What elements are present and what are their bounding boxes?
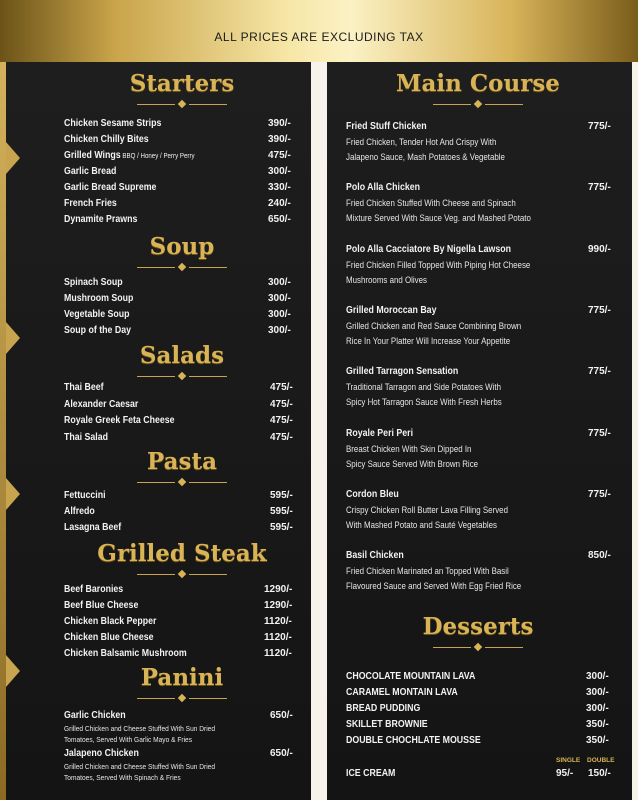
menu-item-name: BREAD PUDDING bbox=[346, 703, 421, 714]
menu-item-price: 595/- bbox=[270, 522, 293, 533]
ornament-divider bbox=[433, 100, 523, 110]
menu-item-price: 350/- bbox=[586, 719, 609, 730]
menu-item-name: Royale Peri Peri bbox=[346, 427, 414, 439]
menu-item-name: Fried Stuff Chicken bbox=[346, 121, 427, 132]
menu-item-name: Garlic Bread Supreme bbox=[64, 182, 157, 193]
menu-item-name: Fettuccini bbox=[64, 490, 106, 501]
menu-item-price: 475/- bbox=[270, 398, 293, 410]
menu-item-price: 330/- bbox=[268, 182, 291, 193]
tax-note: ALL PRICES ARE EXCLUDING TAX bbox=[214, 30, 424, 44]
menu-item-description: Flavoured Sauce and Served With Egg Fried Rice bbox=[346, 581, 522, 592]
section-heading: Desserts bbox=[422, 613, 534, 640]
menu-item-name: Royale Greek Feta Cheese bbox=[64, 415, 175, 426]
menu-item-name: Chicken Chilly Bites bbox=[64, 134, 149, 145]
menu-item-name: French Fries bbox=[64, 198, 117, 209]
menu-item-price: 300/- bbox=[268, 166, 291, 177]
menu-item-name: Chicken Sesame Strips bbox=[64, 118, 162, 129]
menu-item-price: 1290/- bbox=[264, 584, 293, 595]
menu-item-description: Mixture Served With Sauce Veg. and Mashed Potato bbox=[346, 213, 531, 224]
panel-divider bbox=[311, 62, 327, 800]
menu-item-price: 775/- bbox=[588, 427, 611, 439]
menu-item-description: Fried Chicken Marinated an Topped With Basil bbox=[346, 566, 509, 577]
menu-item-name: ICE CREAM bbox=[346, 768, 396, 779]
section-heading: Grilled Steak bbox=[97, 540, 267, 567]
menu-item-name: Spinach Soup bbox=[64, 277, 123, 288]
section-heading: Pasta bbox=[146, 448, 218, 475]
menu-item-description: Fried Chicken Stuffed With Cheese and Spinach bbox=[346, 198, 516, 209]
menu-item-price: 475/- bbox=[270, 382, 293, 393]
menu-item-price: 775/- bbox=[588, 488, 611, 500]
menu-item-name: Soup of the Day bbox=[64, 325, 131, 336]
chevron-decoration-icon bbox=[6, 655, 20, 687]
menu-item-price: 850/- bbox=[588, 550, 611, 562]
ornament-divider bbox=[137, 570, 227, 580]
menu-item-price: 595/- bbox=[270, 490, 293, 501]
menu-item-description: Breast Chicken With Skin Dipped In bbox=[346, 443, 472, 454]
menu-item-description: Spicy Hot Tarragon Sauce With Fresh Herbs bbox=[346, 397, 502, 408]
right-edge bbox=[632, 62, 638, 800]
menu-item-name: Garlic Chicken bbox=[64, 710, 126, 721]
section-heading: Salads bbox=[139, 342, 225, 369]
menu-item-description: Tomatoes, Served With Garlic Mayo & Fries bbox=[64, 735, 193, 744]
menu-item-name: Beef Blue Cheese bbox=[64, 600, 139, 611]
menu-item-description: Traditional Tarragon and Side Potatoes With bbox=[346, 382, 501, 393]
menu-item-name: Thai Salad bbox=[64, 431, 109, 443]
menu-item-name: Dynamite Prawns bbox=[64, 214, 138, 225]
menu-item-description: Rice In Your Platter Will Increase Your Appetite bbox=[346, 335, 511, 346]
menu-item-name: Chicken Black Pepper bbox=[64, 616, 157, 627]
menu-item-description: Grilled Chicken and Red Sauce Combining Brown bbox=[346, 320, 522, 331]
menu-item-price: 300/- bbox=[268, 277, 291, 288]
menu-item-options: BBQ / Honey / Perry Perry bbox=[120, 153, 195, 160]
menu-item-price: 595/- bbox=[270, 506, 293, 517]
ornament-divider bbox=[137, 372, 227, 382]
chevron-decoration-icon bbox=[6, 142, 20, 174]
menu-item-name: Basil Chicken bbox=[346, 550, 404, 562]
menu-item-name: Jalapeno Chicken bbox=[64, 748, 139, 759]
menu-item-name: Thai Beef bbox=[64, 382, 104, 393]
menu-item-description: Fried Chicken Filled Topped With Piping Hot Cheese bbox=[346, 259, 531, 270]
menu-item-price: 475/- bbox=[270, 431, 293, 443]
menu-item-price: 475/- bbox=[270, 415, 293, 426]
menu-item-price: 1120/- bbox=[264, 616, 292, 627]
menu-item-name: Mushroom Soup bbox=[64, 293, 134, 304]
menu-item-price: 475/- bbox=[268, 150, 291, 161]
menu-item-name: Grilled Wings BBQ / Honey / Perry Perry bbox=[64, 150, 195, 161]
ornament-divider bbox=[137, 478, 227, 488]
menu-item-description: Fried Chicken, Tender Hot And Crispy With bbox=[346, 137, 497, 147]
section-heading: Soup bbox=[149, 233, 215, 260]
menu-item-name: Alfredo bbox=[64, 506, 95, 517]
menu-item-price: 390/- bbox=[268, 134, 291, 145]
double-label: DOUBLE bbox=[587, 757, 615, 764]
menu-item-name: Lasagna Beef bbox=[64, 522, 122, 533]
menu-item-price: 95/- bbox=[556, 768, 574, 779]
menu-item-description: Grilled Chicken and Cheese Stuffed With Sun Dried bbox=[64, 724, 216, 733]
menu-item-name: CARAMEL MONTAIN LAVA bbox=[346, 687, 458, 698]
menu-item-name: Polo Alla Chicken bbox=[346, 182, 421, 194]
section-heading: Starters bbox=[129, 70, 235, 97]
menu-item-description: Grilled Chicken and Cheese Stuffed With Sun Dried bbox=[64, 762, 216, 771]
menu-item-price: 150/- bbox=[588, 768, 611, 779]
section-heading: Main Course bbox=[396, 70, 560, 97]
menu-item-price: 990/- bbox=[588, 243, 611, 255]
section-heading: Panini bbox=[140, 664, 224, 691]
menu-item-price: 300/- bbox=[586, 687, 609, 698]
menu-item-name: Alexander Caesar bbox=[64, 398, 139, 410]
menu-item-price: 300/- bbox=[268, 309, 291, 320]
menu-item-name: DOUBLE CHOCHLATE MOUSSE bbox=[346, 735, 481, 746]
menu-item-name: Polo Alla Cacciatore By Nigella Lawson bbox=[346, 243, 511, 255]
menu-item-name: Garlic Bread bbox=[64, 166, 117, 177]
menu-item-price: 350/- bbox=[586, 735, 609, 746]
menu-item-name: Chicken Blue Cheese bbox=[64, 632, 154, 643]
menu-item-description: Tomatoes, Served With Spinach & Fries bbox=[64, 773, 181, 782]
menu-item-name: Grilled Tarragon Sensation bbox=[346, 366, 459, 378]
menu-item-description: With Mashed Potato and Sauté Vegetables bbox=[346, 519, 498, 530]
ornament-divider bbox=[137, 100, 227, 110]
menu-item-name: Grilled Moroccan Bay bbox=[346, 304, 437, 316]
menu-item-price: 650/- bbox=[270, 710, 293, 721]
menu-item-price: 390/- bbox=[268, 118, 291, 129]
menu-item-price: 240/- bbox=[268, 198, 291, 209]
menu-item-price: 1120/- bbox=[264, 632, 292, 643]
menu-item-price: 300/- bbox=[586, 671, 609, 682]
menu-item-name: SKILLET BROWNIE bbox=[346, 719, 428, 730]
menu-item-name: Beef Baronies bbox=[64, 584, 124, 595]
chevron-decoration-icon bbox=[6, 478, 20, 510]
menu-item-price: 1120/- bbox=[264, 648, 292, 659]
menu-item-price: 650/- bbox=[270, 748, 293, 759]
menu-item-description: Crispy Chicken Roll Butter Lava Filling Served bbox=[346, 504, 508, 515]
menu-item-description: Spicy Sauce Served With Brown Rice bbox=[346, 458, 479, 469]
menu-item-price: 775/- bbox=[588, 121, 611, 132]
menu-item-price: 650/- bbox=[268, 214, 291, 225]
ornament-divider bbox=[433, 643, 523, 653]
menu-item-name: Vegetable Soup bbox=[64, 309, 130, 320]
menu-item-price: 300/- bbox=[586, 703, 609, 714]
menu-item-price: 775/- bbox=[588, 366, 611, 378]
chevron-decoration-icon bbox=[6, 322, 20, 354]
single-label: SINGLE bbox=[556, 757, 581, 764]
menu-item-name: CHOCOLATE MOUNTAIN LAVA bbox=[346, 671, 476, 682]
ornament-divider bbox=[137, 694, 227, 704]
menu-item-price: 775/- bbox=[588, 304, 611, 316]
menu-item-name: Cordon Bleu bbox=[346, 488, 399, 500]
menu-item-price: 1290/- bbox=[264, 600, 293, 611]
menu-item-price: 775/- bbox=[588, 182, 611, 194]
menu-item-price: 300/- bbox=[268, 293, 291, 304]
menu-item-description: Jalapeno Sauce, Mash Potatoes & Vegetable bbox=[346, 152, 505, 162]
menu-item-price: 300/- bbox=[268, 325, 291, 336]
ornament-divider bbox=[137, 263, 227, 273]
menu-item-name: Chicken Balsamic Mushroom bbox=[64, 648, 187, 659]
menu-item-description: Mushrooms and Olives bbox=[346, 274, 428, 285]
